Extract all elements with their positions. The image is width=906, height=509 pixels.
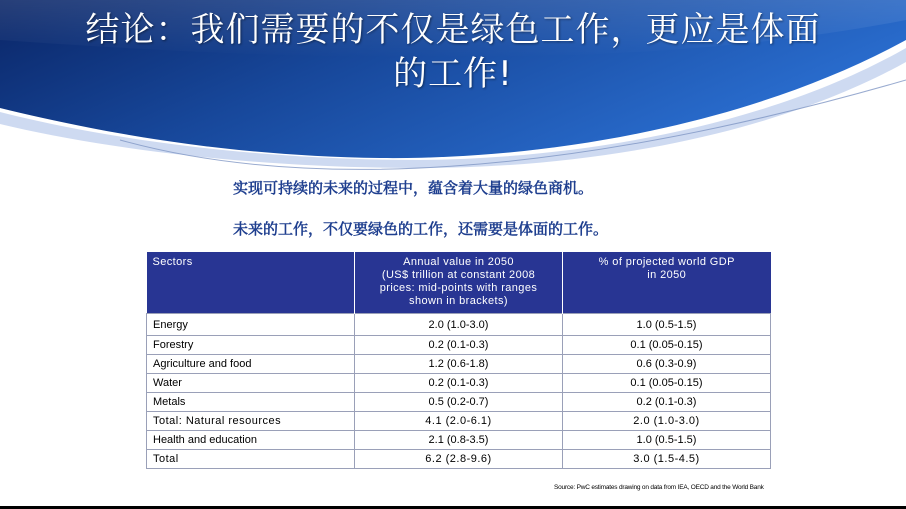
table-row [147,374,771,393]
table-row [147,314,771,336]
gdp-share-cell: 2.0 (1.0-3.0) [563,412,771,431]
annual-value-cell: 4.1 (2.0-6.1) [355,412,563,431]
gdp-share-cell: 0.6 (0.3-0.9) [563,355,771,374]
annual-value-cell: 2.1 (0.8-3.5) [355,431,563,450]
table-row-total [147,450,771,469]
table-header-row [147,252,771,314]
sector-cell: Total: Natural resources [147,412,355,431]
header-sectors-text: Sectors [152,256,193,268]
annual-value-cell: 0.2 (0.1-0.3) [355,336,563,355]
source-note: Source: PwC estimates drawing on data from IEA, OECD and the World Bank [554,484,764,491]
slide-title-line-1: 结论：我们需要的不仅是绿色工作，更应是体面 [85,10,821,50]
subtitle-green-opportunities: 实现可持续的未来的过程中，蕴含着大量的绿色商机。 [233,179,594,197]
sector-cell: Forestry [147,336,355,355]
header-annual-value-text: Annual value in 2050 (US$ trillion at constant 2008 prices: mid-points with ranges shown in brackets) [379,256,538,307]
table-row-total-natural-resources [147,412,771,431]
header-annual-value [355,252,563,314]
annual-value-cell: 0.5 (0.2-0.7) [355,393,563,412]
annual-value-cell: 2.0 (1.0-3.0) [355,314,563,336]
annual-value-cell: 0.2 (0.1-0.3) [355,374,563,393]
slide-title [20,8,886,96]
gdp-share-cell: 1.0 (0.5-1.5) [563,431,771,450]
table-row [147,393,771,412]
gdp-share-cell: 0.1 (0.05-0.15) [563,336,771,355]
gdp-share-cell: 1.0 (0.5-1.5) [563,314,771,336]
sector-cell: Total [147,450,355,469]
table-row [147,336,771,355]
subtitle-decent-work: 未来的工作，不仅要绿色的工作，还需要是体面的工作。 [233,220,609,238]
sector-cell: Metals [147,393,355,412]
sector-cell: Health and education [147,431,355,450]
sector-cell: Energy [147,314,355,336]
sector-cell: Agriculture and food [147,355,355,374]
green-economy-table [146,252,771,469]
table-row [147,355,771,374]
gdp-share-cell: 3.0 (1.5-4.5) [563,450,771,469]
header-sectors [147,252,355,314]
table-row [147,431,771,450]
header-gdp-share-text: % of projected world GDP in 2050 [598,256,735,281]
header-gdp-share [563,252,771,314]
annual-value-cell: 6.2 (2.8-9.6) [355,450,563,469]
annual-value-cell: 1.2 (0.6-1.8) [355,355,563,374]
gdp-share-cell: 0.2 (0.1-0.3) [563,393,771,412]
gdp-share-cell: 0.1 (0.05-0.15) [563,374,771,393]
slide-title-line-2: 的工作! [393,54,513,94]
sector-cell: Water [147,374,355,393]
